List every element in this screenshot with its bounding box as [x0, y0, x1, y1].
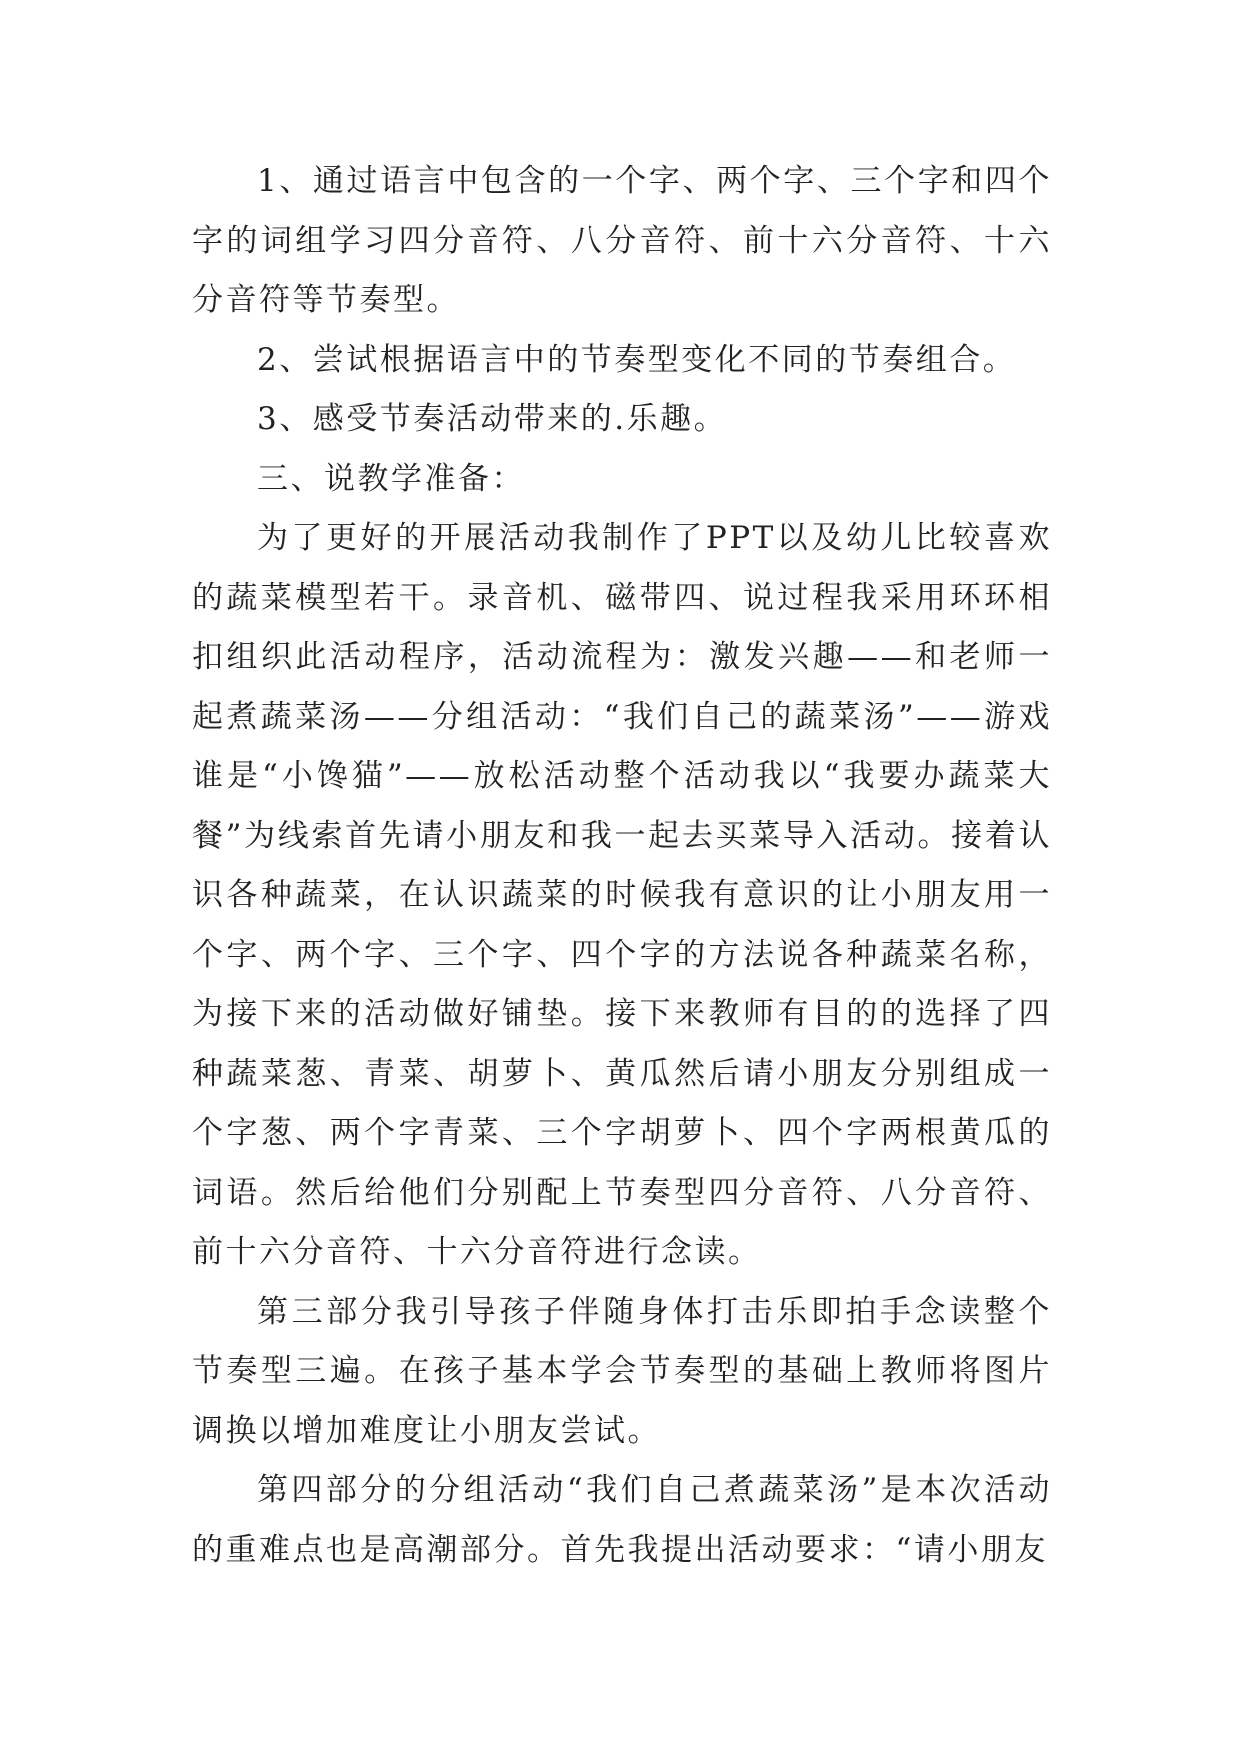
paragraph-objective-1: 1、通过语言中包含的一个字、两个字、三个字和四个字的词组学习四分音符、八分音符、前十六分音符、十六分音符等节奏型。 — [192, 163, 1052, 318]
paragraph-part-three: 第三部分我引导孩子伴随身体打击乐即拍手念读整个节奏型三遍。在孩子基本学会节奏型的基础上教师将图片调换以增加难度让小朋友尝试。 — [192, 1293, 1052, 1449]
paragraph-part-four: 第四部分的分组活动“我们自己煮蔬菜汤”是本次活动的重难点也是高潮部分。首先我提出活动要求：“请小朋友 — [192, 1472, 1052, 1568]
paragraph-preparation-process: 为了更好的开展活动我制作了PPT以及幼儿比较喜欢的蔬菜模型若干。录音机、磁带四、说过程我采用环环相扣组织此活动程序，活动流程为：激发兴趣——和老师一起煮蔬菜汤——分组活动：“我们自己的蔬菜汤”——游戏谁是“小馋猫”——放松活动整个活动我以“我要办蔬菜大餐”为线索首先请小朋友和我一起去买菜导入活动。接着认识各种蔬菜，在认识蔬菜的时候我有意识的让小朋友用一个字、两个字、三个字、四个字的方法说各种蔬菜名称，为接下来的活动做好铺垫。接下来教师有目的的选择了四种蔬菜葱、青菜、胡萝卜、黄瓜然后请小朋友分别组成一个字葱、两个字青菜、三个字胡萝卜、四个字两根黄瓜的词语。然后给他们分别配上节奏型四分音符、八分音符、前十六分音符、十六分音符进行念读。 — [192, 520, 1052, 1270]
paragraph-objective-3: 3、感受节奏活动带来的.乐趣。 — [257, 401, 728, 437]
section-heading-preparation: 三、说教学准备： — [257, 460, 525, 497]
paragraph-objective-2: 2、尝试根据语言中的节奏型变化不同的节奏组合。 — [257, 341, 1017, 378]
document-body — [192, 152, 1052, 1580]
